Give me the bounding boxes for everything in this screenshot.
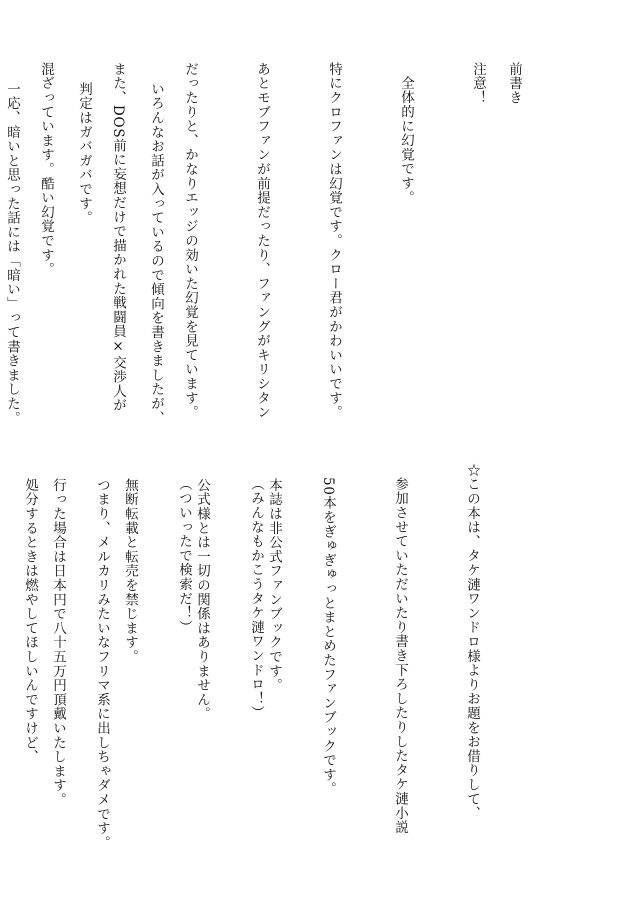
preface-line-6: また、DOS前に妄想だけで描かれた戦闘員×交渉人が — [110, 62, 126, 413]
preface-line-3: 特にクロファンは幻覚です。クロー君がかわいいです。 — [326, 62, 342, 420]
preface-line-4: あとモブファンが前提だったり、ファングがキリシタン — [254, 62, 270, 420]
disclaimer-line-1: 本誌は非公式ファンブックです。 — [266, 478, 282, 693]
preface-heading-text: 前書き — [506, 62, 522, 105]
resale-line-1: つまり、メルカリみたいなフリマ系に出しちゃダメです。 — [94, 478, 110, 850]
notes-resale — [0, 478, 162, 850]
about-line-4: （みんなもかこうタケ漣ワンドロ！） — [248, 477, 264, 721]
about-line-3: 50本をぎゅぎゅっとまとめたファンブックです。 — [320, 477, 336, 797]
disclaimer-line-4: 行った場合は日本円で八十五万円頂戴いたします。 — [50, 478, 66, 807]
about-line-1: ☆この本は、タケ漣ワンドロ様よりお題をお借りして、 — [464, 463, 480, 821]
genre-line-3: 一応、暗いと思った話には「暗い」って書きました。 — [4, 82, 20, 426]
about-line-2: 参加させていただいたり書き下ろしたりしたタケ漣小説 — [392, 477, 408, 835]
resale-line-2: 処分するときは燃やしてほしいんですけど、 — [22, 478, 38, 764]
preface-line-5: だったりと、かなりエッジの効いた幻覚を見ています。 — [182, 62, 198, 420]
genre-line-2: 判定はガバガバです。 — [76, 82, 92, 225]
disclaimer-line-3: 無断転載と転売を禁じます。 — [122, 478, 138, 664]
about-line-5: （ついったで検索だ！） — [176, 477, 192, 635]
preface-line-7: 混ざっています。酷い幻覚です。 — [38, 62, 54, 277]
disclaimer-line-2: 公式様とは一切の関係はありません。 — [194, 478, 210, 722]
preface-genre-note — [0, 82, 216, 425]
preface-line-2: 全体的に幻覚です。 — [398, 76, 414, 205]
preface-line-1: 注意！ — [470, 62, 486, 105]
genre-line-1: いろんなお話が入っているので傾向を書きましたが、 — [148, 82, 164, 426]
